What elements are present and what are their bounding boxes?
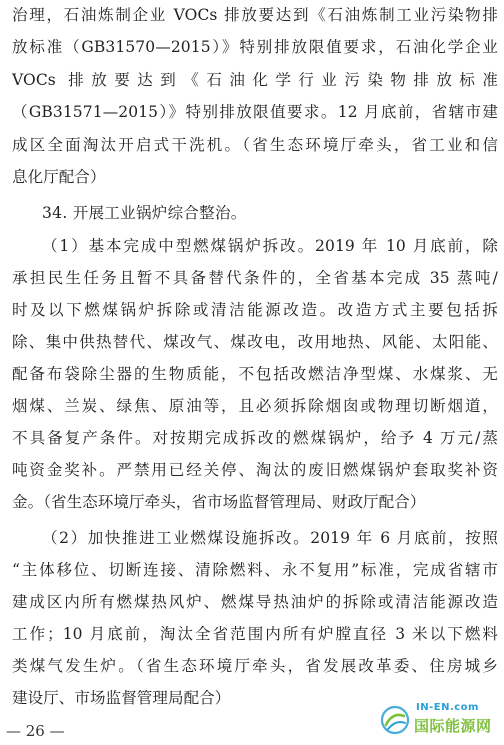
text-line: 配备布袋除尘器的生物质能，不包括改燃洁净型煤、水煤浆、无 xyxy=(12,365,498,383)
text-line: 承担民生任务且暂不具备替代条件的，全省基本完成 35 蒸吨/ xyxy=(12,269,498,287)
text-line: 类煤气发生炉。（省生态环境厅牵头，省发展改革委、住房城乡 xyxy=(12,657,498,675)
text-line: 金。（省生态环境厅牵头，省市场监督管理局、财政厅配合） xyxy=(12,493,426,511)
section-heading: 34. 开展工业锅炉综合整治。 xyxy=(42,204,247,222)
text-line: 成区全面淘汰开启式干洗机。（省生态环境厅牵头，省工业和信 xyxy=(12,136,498,154)
site-watermark xyxy=(380,699,498,739)
watermark-name: 国际能源网 xyxy=(414,717,492,735)
text-line: 息化厅配合） xyxy=(12,168,106,186)
text-line: “主体移位、切断连接、清除燃料、永不复用”标准，完成省辖市 xyxy=(12,561,498,579)
text-line: 不具备复产条件。对按期完成拆改的燃煤锅炉，给予 4 万元/蒸 xyxy=(12,429,498,447)
text-line: 工作；10 月底前，淘汰全省范围内所有炉膛直径 3 米以下燃料 xyxy=(12,625,498,643)
watermark-logo-icon xyxy=(380,705,410,735)
text-line: 建成区内所有燃煤热风炉、燃煤导热油炉的拆除或清洁能源改造 xyxy=(12,593,498,611)
text-line: 吨资金奖补。严禁用已经关停、淘汰的废旧燃煤锅炉套取奖补资 xyxy=(12,461,498,479)
text-line: 时及以下燃煤锅炉拆除或清洁能源改造。改造方式主要包括拆 xyxy=(12,301,498,319)
text-line: （2）加快推进工业燃煤设施拆改。2019 年 6 月底前，按照 xyxy=(42,529,498,547)
text-line: （1）基本完成中型燃煤锅炉拆改。2019 年 10 月底前，除 xyxy=(42,237,498,255)
page-number: — 26 — xyxy=(6,722,65,740)
text-line: 烟煤、兰炭、绿焦、原油等，且必须拆除烟囱或物理切断烟道， xyxy=(12,397,498,415)
text-line: 除、集中供热替代、煤改气、煤改电，改用地热、风能、太阳能、 xyxy=(12,333,498,351)
watermark-site: IN-EN.com xyxy=(416,702,479,713)
text-line: 放标准（GB31570—2015）》特别排放限值要求，石油化学企业 xyxy=(12,38,498,56)
text-line: VOCs 排放要达到《石油化学行业污染物排放标准 xyxy=(12,71,498,89)
text-line: （GB31571—2015）》特别排放限值要求。12 月底前，省辖市建 xyxy=(12,103,498,121)
text-line: 建设厅、市场监督管理局配合） xyxy=(12,689,231,707)
text-line: 治理，石油炼制企业 VOCs 排放要达到《石油炼制工业污染物排 xyxy=(12,6,498,24)
